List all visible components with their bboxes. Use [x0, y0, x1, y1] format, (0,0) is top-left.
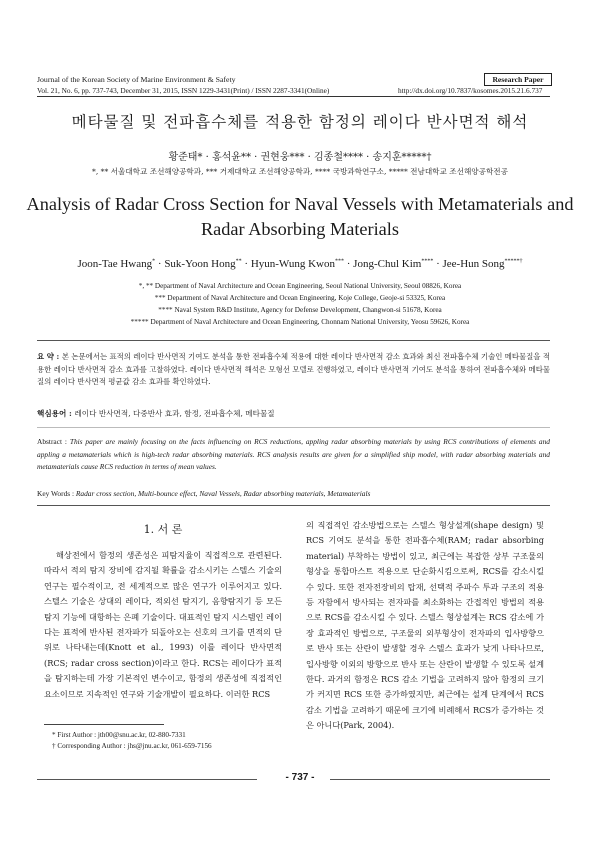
article-type-badge: Research Paper — [484, 73, 552, 86]
korean-keywords-label: 핵심용어 : — [37, 409, 75, 418]
english-affiliation: *** Department of Naval Architecture and Ocean Engineering, Koje College, Geoje-si 53325, Korea — [154, 294, 446, 302]
header-divider — [37, 96, 550, 97]
english-affiliation: *, ** Department of Naval Architecture and Ocean Engineering, Seoul National University, Seoul 08826, Korea — [138, 282, 462, 290]
english-title-line-1: Analysis of Radar Cross Section for Naval Vessels with Metamaterials and — [26, 194, 574, 214]
author-name: Suk-Yoon Hong — [164, 258, 236, 270]
author-mark: * — [152, 258, 156, 265]
footnote-divider — [44, 724, 164, 725]
english-keywords — [37, 489, 370, 498]
journal-name: Journal of the Korean Society of Marine Environment & Safety — [37, 75, 236, 84]
korean-keywords-text: 레이다 반사면적, 다중반사 효과, 함정, 전파흡수체, 메타물질 — [74, 409, 275, 418]
body-paragraph: 의 직접적인 감소방법으로는 스텔스 형상설계(shape design) 및 RCS 기여도 분석을 통한 전파흡수체(RAM; radar absorbing material) 부착하는 방법이 있고, 최근에는 복잡한 상부 구조물의 형상을 통합마스트 적용으로 단순화시킴으로써, RCS를 감소시킬 수 있다. 또한 전자전장비의 탑재, 선택적 주파수 투과 구조의 적용 등 자함에서 방사되는 전자파를 최소화하는 간접적인 방법의 적용으로 RCS를 감소시킬 수 있다. 스텔스 형상설계는 RCS 감소에 가장 효과적인 방법으로, 구조물의 외부형상이 전자파의 입사방향으로 반사 또는 산란이 발생할 경우 스텔스 효과가 낮게 나타나므로, 입사방향 이외의 방향으로 반사 또는 산란이 발생할 수 있도록 설계한다. 과거의 함정은 RCS 감소 기법을 고려하지 않아 함정의 크기가 커지면 RCS 또한 증가하였지만, 최근에는 설계 단계에서 RCS 감소 기법을 고려하기 때문에 크기에 비례해서 RCS가 증가하는 것은 아니다(Park, 2004). — [306, 520, 544, 731]
abstract-mid-divider — [37, 427, 550, 428]
author-mark: ** — [235, 258, 242, 265]
author-mark: **** — [421, 258, 434, 265]
english-affiliation: **** Naval System R&D Institute, Agency for Defense Development, Changwon-si 51678, Korea — [158, 306, 442, 314]
english-abstract-text: This paper are mainly focusing on the facts influencing on RCS reductions, appling radar absorbing materials by using RCS contributions of elements and appling a metamaterials which is high-tech radar absorbing materials. RCS analysis results are given for a simplified ship model, with radar absorbing materials and metamaterials cause RCS reduction in terms of mean values. — [37, 437, 550, 471]
english-abstract-label: Abstract : — [37, 437, 70, 446]
author-name: Jong-Chul Kim — [353, 258, 422, 270]
page-number: - 737 - — [285, 772, 315, 783]
author-separator: · — [155, 258, 165, 270]
body-paragraph: 해상전에서 함정의 생존성은 피탐지율이 직접적으로 관련된다. 따라서 적의 탐지 장비에 감지될 확률을 감소시키는 스텔스 기술의 연구는 필수적이고, 전 세계적으로 많은 연구가 이루어지고 있다. 스텔스 기술은 상대의 레이다, 적외선 탐지기, 음향탐지기 등 모든 탐지 기능에 대항하는 은폐 기술이다. 대표적인 탐지 시스템인 레이다는 표적에 반사된 전자파가 되돌아오는 신호의 크기를 면적의 단위로 나타내는데(Knott et al., 1993) 이를 레이다 반사면적(RCS; radar cross section)이라고 한다. RCS는 레이다가 표적을 탐지하는데 가장 기본적인 변수이고, 함정의 생존성에 직접적인 요소이므로 지속적인 연구와 기술개발이 필요하다. 이러한 RCS — [44, 550, 282, 699]
author-mark: *** — [335, 258, 344, 265]
english-title-line-2: Radar Absorbing Materials — [200, 219, 399, 239]
author-mark: *****† — [504, 258, 523, 265]
author-separator: · — [241, 258, 251, 270]
corresponding-author-footnote: † Corresponding Author : jhs@jnu.ac.kr, 061-659-7156 — [52, 742, 212, 750]
author-name: Jee-Hun Song — [442, 258, 505, 270]
english-keywords-text: Radar cross section, Multi-bounce effect, Naval Vessels, Radar absorbing materials, Metamaterials — [75, 489, 371, 498]
korean-keywords — [37, 408, 275, 419]
body-left-column — [44, 548, 282, 702]
author-name: Hyun-Wung Kwon — [250, 258, 335, 270]
author-separator: · — [344, 258, 354, 270]
doi-link[interactable]: http://dx.doi.org/10.7837/kosomes.2015.21.6.737 — [398, 86, 543, 95]
body-right-column — [306, 518, 544, 734]
abstract-top-divider — [37, 340, 550, 341]
volume-issue-line: Vol. 21, No. 6, pp. 737-743, December 31, 2015, ISSN 1229-3431(Print) / ISSN 2287-3341(Online) — [37, 86, 330, 95]
korean-abstract-label: 요 약 : — [37, 352, 62, 361]
english-keywords-label: Key Words : — [37, 489, 76, 498]
abstract-bottom-divider — [37, 505, 550, 506]
korean-affiliations: *, ** 서울대학교 조선해양공학과, *** 거제대학교 조선해양공학과, **** 국방과학연구소, ***** 전남대학교 조선해양공학전공 — [92, 167, 508, 176]
author-name: Joon-Tae Hwang — [77, 258, 153, 270]
korean-abstract-text: 본 논문에서는 표적의 레이다 반사면적 기여도 분석을 통한 전파흡수체 적용에 대한 레이다 반사면적 감소 효과와 최신 전파흡수체 기술인 메타물질을 적용한 레이다 반사면적 감소 효과를 고찰하였다. 레이다 반사면적 해석은 모형선 모델로 진행하였고, 레이다 반사면적 기여도 분석을 통하여 전파흡수체와 메타물질의 레이다 반사면적 평균값 감소 효과를 확인하였다. — [37, 352, 550, 386]
english-abstract — [37, 436, 550, 474]
korean-abstract — [37, 351, 550, 389]
english-affiliation: ***** Department of Naval Architecture and Ocean Engineering, Chonnam National University, Yeosu 59626, Korea — [130, 318, 470, 326]
section-heading: 1. 서 론 — [143, 523, 183, 536]
first-author-footnote: * First Author : jth00@snu.ac.kr, 02-880-7331 — [52, 731, 186, 739]
korean-title: 메타물질 및 전파흡수체를 적용한 함정의 레이다 반사면적 해석 — [71, 113, 529, 131]
author-separator: · — [433, 258, 443, 270]
korean-authors: 황준태* · 홍석윤** · 권현웅*** · 김종철**** · 송지훈*****† — [168, 152, 432, 163]
english-authors — [0, 258, 600, 270]
